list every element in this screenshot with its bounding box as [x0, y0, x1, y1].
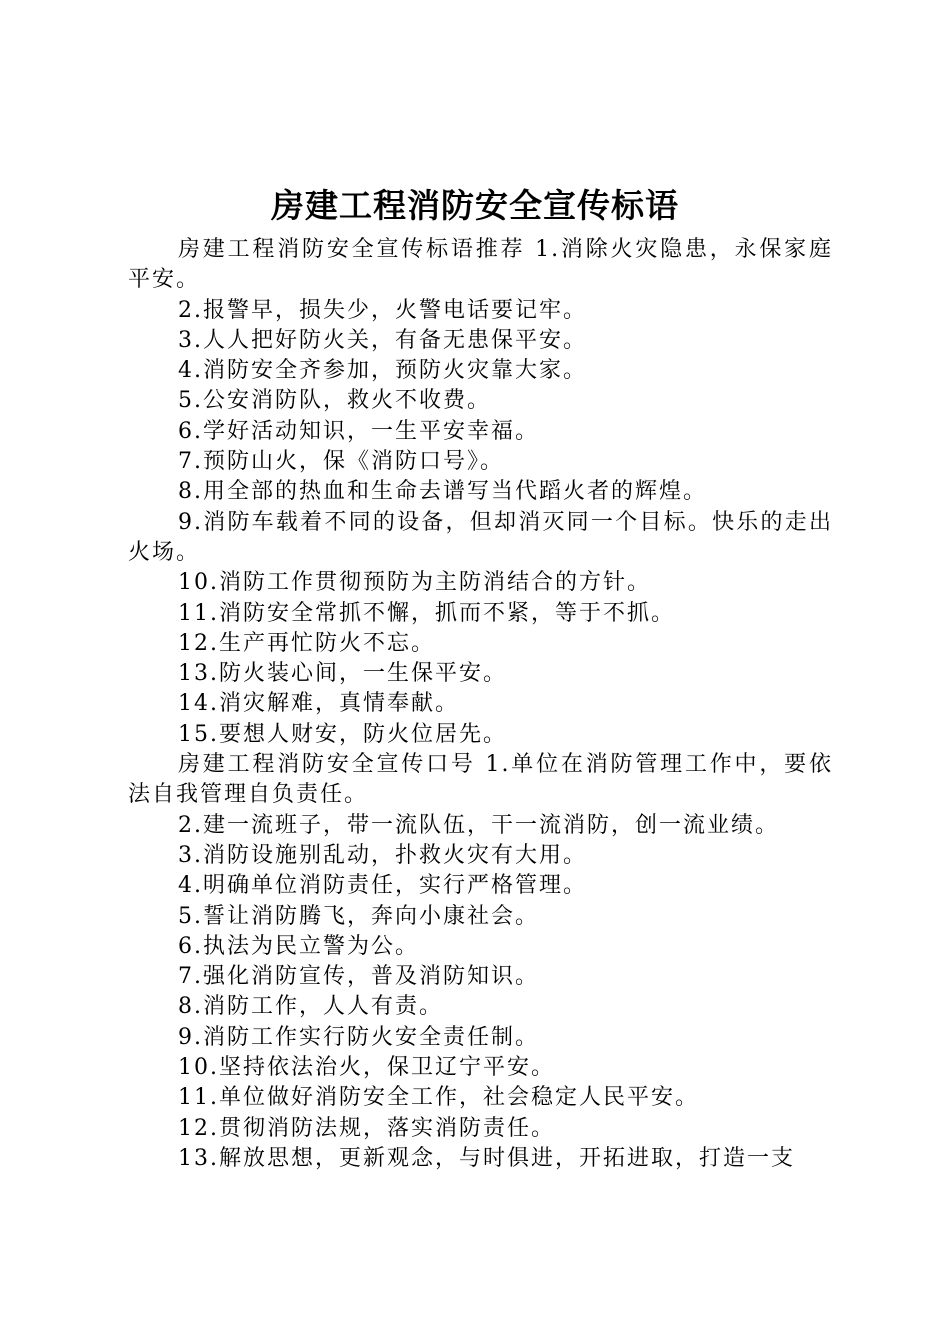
- paragraph: 房建工程消防安全宣传口号 1.单位在消防管理工作中，要依法自我管理自负责任。: [128, 752, 833, 808]
- paragraph: 13.防火装心间，一生保平安。: [178, 661, 507, 687]
- paragraph: 4.消防安全齐参加，预防火灾靠大家。: [178, 358, 587, 384]
- paragraph: 12.生产再忙防火不忘。: [178, 630, 435, 656]
- paragraph: 2.建一流班子，带一流队伍，干一流消防，创一流业绩。: [178, 812, 779, 838]
- paragraph: 9.消防工作实行防火安全责任制。: [178, 1024, 539, 1050]
- paragraph: 4.明确单位消防责任，实行严格管理。: [178, 873, 587, 899]
- paragraph: 7.预防山火，保《消防口号》。: [178, 449, 504, 475]
- paragraph: 6.执法为民立警为公。: [178, 933, 419, 959]
- paragraph: 房建工程消防安全宣传标语推荐 1.消除火灾隐患，永保家庭平安。: [128, 237, 833, 293]
- paragraph: 5.公安消防队，救火不收费。: [178, 388, 491, 414]
- document-body: [128, 235, 833, 1174]
- paragraph: 10.坚持依法治火，保卫辽宁平安。: [178, 1055, 555, 1081]
- paragraph: 10.消防工作贯彻预防为主防消结合的方针。: [178, 570, 651, 596]
- paragraph: 8.消防工作，人人有责。: [178, 994, 443, 1020]
- paragraph: 8.用全部的热血和生命去谱写当代蹈火者的辉煌。: [178, 479, 707, 505]
- paragraph: 11.消防安全常抓不懈，抓而不紧，等于不抓。: [178, 600, 675, 626]
- paragraph: 3.人人把好防火关，有备无患保平安。: [178, 327, 587, 353]
- paragraph: 9.消防车载着不同的设备，但却消灭同一个目标。快乐的走出火场。: [128, 509, 833, 565]
- paragraph: 15.要想人财安，防火位居先。: [178, 721, 507, 747]
- paragraph: 12.贯彻消防法规，落实消防责任。: [178, 1115, 555, 1141]
- paragraph: 6.学好活动知识，一生平安幸福。: [178, 418, 539, 444]
- document-title: 房建工程消防安全宣传标语: [271, 186, 679, 225]
- paragraph: 14.消灾解难，真情奉献。: [178, 691, 459, 717]
- paragraph: 5.誓让消防腾飞，奔向小康社会。: [178, 903, 539, 929]
- paragraph: 3.消防设施别乱动，扑救火灾有大用。: [178, 842, 587, 868]
- paragraph: 13.解放思想，更新观念，与时俱进，开拓进取，打造一支: [178, 1145, 795, 1171]
- paragraph: 7.强化消防宣传，普及消防知识。: [178, 964, 539, 990]
- paragraph: 2.报警早，损失少，火警电话要记牢。: [178, 297, 587, 323]
- paragraph: 11.单位做好消防安全工作，社会稳定人民平安。: [178, 1085, 699, 1111]
